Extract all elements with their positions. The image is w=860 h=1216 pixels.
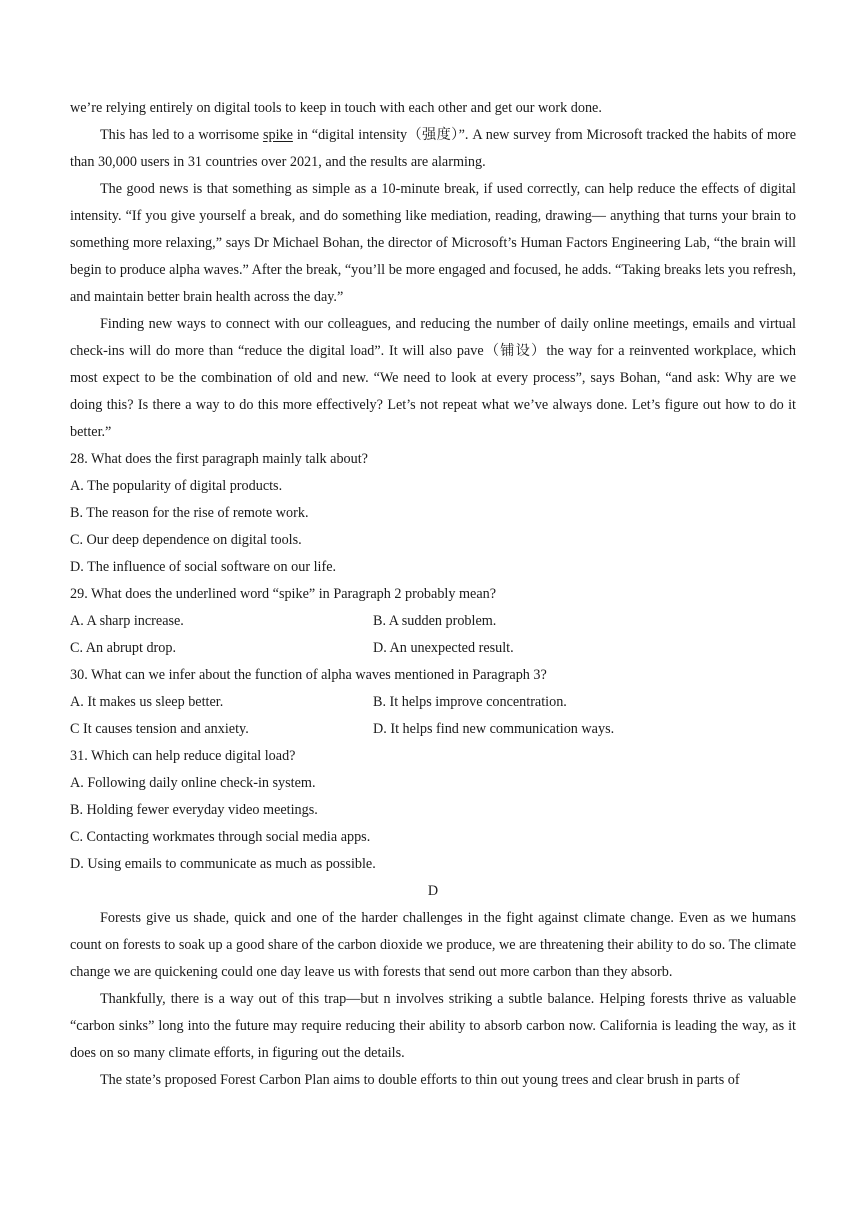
passage-d-paragraph-1: Forests give us shade, quick and one of the harder challenges in the fight against climate change. Even as we humans count on forests to soak up a good share of the carbon dioxide we produce, we are threatening their ability to do so. The climate change we are quickening could one day leave us with forests that send out more carbon than they absorb. [70,910,796,980]
question-31-option-d: D. Using emails to communicate as much as possible. [70,856,376,872]
question-30-stem: 30. What can we infer about the function of alpha waves mentioned in Paragraph 3? [70,667,547,683]
question-29-option-c: C. An abrupt drop. [70,640,177,656]
underlined-word-spike: spike [262,127,293,143]
question-28-option-a: A. The popularity of digital products. [70,478,283,494]
question-31-option-a: A. Following daily online check-in system. [70,775,316,791]
passage-c-paragraph-2: This has led to a worrisome spike in “digital intensity（强度）”. A new survey from Microsoft tracked the habits of more than 30,000 users in 31 countries over 2021, and the results are alarming. [70,127,796,170]
question-29-stem: 29. What does the underlined word “spike” in Paragraph 2 probably mean? [70,586,497,602]
question-29-option-a: A. A sharp increase. [70,613,184,629]
question-31-stem: 31. Which can help reduce digital load? [70,748,296,764]
passage-c-paragraph-3: The good news is that something as simple as a 10-minute break, if used correctly, can help reduce the effects of digital intensity. “If you give yourself a break, and do something like mediation, reading, drawing— anything that turns your brain to something more relaxing,” says Dr Michael Bohan, the director of Microsoft’s Human Factors Engineering Lab, “the brain will begin to produce alpha waves.” After the break, “you’ll be more engaged and focused, he adds. “Taking breaks lets you refresh, and maintain better brain health across the day.” [70,181,796,305]
question-30-option-b: B. It helps improve concentration. [373,694,567,710]
question-29-options-row-1 [70,608,796,635]
question-31-option-c: C. Contacting workmates through social media apps. [70,829,371,845]
question-29-options-row-2 [70,635,796,662]
question-29-option-d: D. An unexpected result. [373,640,514,656]
passage-d-paragraph-2: Thankfully, there is a way out of this trap—but n involves striking a subtle balance. Helping forests thrive as valuable “carbon sinks” long into the future may require reducing their ability to absorb carbon now. California is leading the way, as it does on so many climate efforts, in figuring out the details. [70,991,796,1061]
question-29-option-b: B. A sudden problem. [373,613,497,629]
question-30-option-d: D. It helps find new communication ways. [373,721,615,737]
question-30-options-row-2 [70,716,796,743]
passage-d-paragraph-3: The state’s proposed Forest Carbon Plan aims to double efforts to thin out young trees and clear brush in parts of [100,1072,740,1088]
question-28-option-d: D. The influence of social software on our life. [70,559,337,575]
passage-c-paragraph-1-tail: we’re relying entirely on digital tools to keep in touch with each other and get our work done. [70,100,602,116]
question-30-option-a: A. It makes us sleep better. [70,694,224,710]
document-body [70,95,796,1094]
question-30-options-row-1 [70,689,796,716]
question-31-option-b: B. Holding fewer everyday video meetings. [70,802,318,818]
passage-c-paragraph-4: Finding new ways to connect with our colleagues, and reducing the number of daily online meetings, emails and virtual check-ins will do more than “reduce the digital load”. It will also pave（铺设）the way for a reinvented workplace, which most expect to be the combination of old and new. “We need to look at every process”, says Bohan, “and ask: Why are we doing this? Is there a way to do this more effectively? Let’s not repeat what we’ve always done. Let’s figure out how to do it better.” [70,316,796,440]
passage-d-heading: D [427,883,439,899]
question-28-stem: 28. What does the first paragraph mainly talk about? [70,451,368,467]
question-30-option-c: C It causes tension and anxiety. [70,721,249,737]
question-28-option-c: C. Our deep dependence on digital tools. [70,532,302,548]
question-28-option-b: B. The reason for the rise of remote work. [70,505,309,521]
